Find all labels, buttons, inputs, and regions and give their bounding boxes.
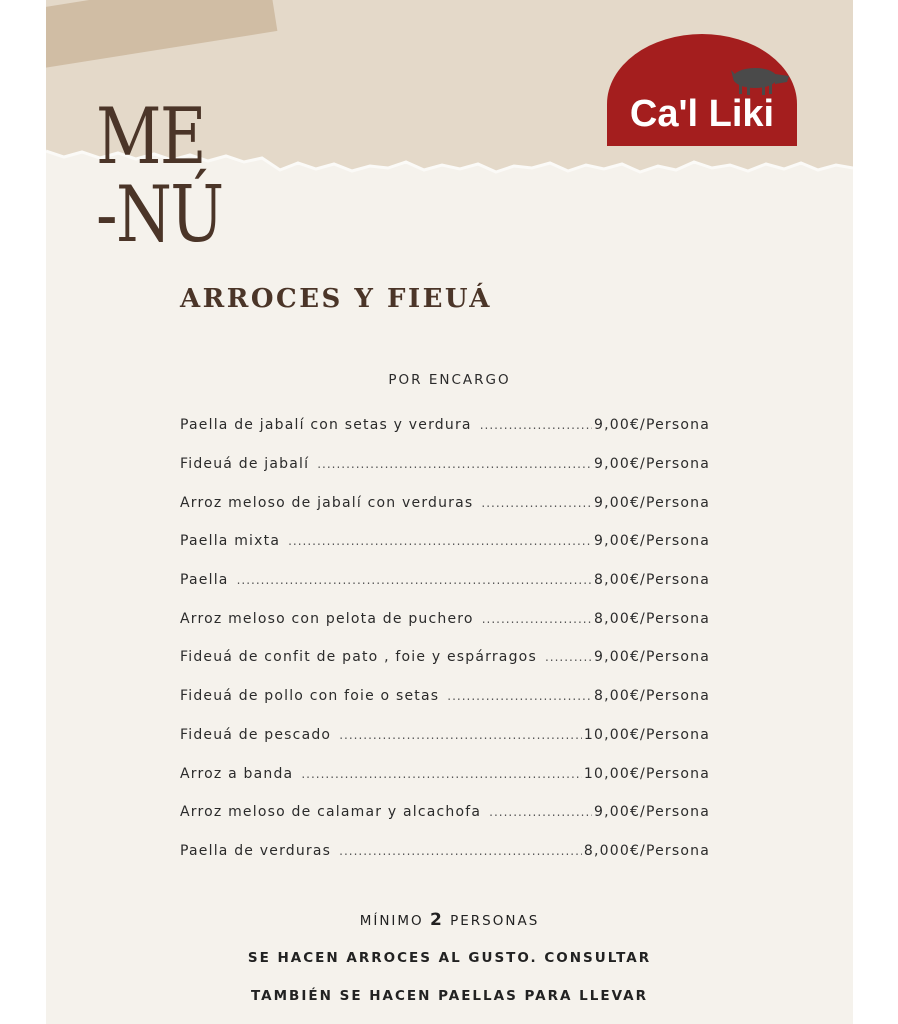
menu-item (180, 599, 710, 638)
menu-item (180, 793, 710, 832)
minimum-persons-note (46, 910, 853, 930)
item-price: 9,00€/Persona (593, 804, 710, 821)
item-name: Fideuá de pescado (180, 726, 332, 743)
item-price: 8,00€/Persona (593, 572, 710, 589)
custom-rice-note: SE HACEN ARROCES AL GUSTO. CONSULTAR (247, 950, 652, 966)
menu-sheet (46, 0, 853, 1024)
item-price: 10,00€/Persona (583, 726, 710, 743)
item-price: 8,00€/Persona (593, 610, 710, 627)
item-price: 9,00€/Persona (593, 494, 710, 511)
item-name: Arroz meloso de calamar y alcachofa (180, 804, 482, 821)
leader-dots (481, 496, 592, 510)
leader-dots (480, 418, 592, 432)
menu-item (180, 406, 710, 445)
leader-dots (339, 844, 582, 858)
menu-title-line2: -NÚ (96, 170, 223, 260)
item-name: Paella mixta (180, 533, 281, 550)
menu-item (180, 561, 710, 600)
item-name: Arroz a banda (180, 765, 294, 782)
menu-item (180, 522, 710, 561)
menu-item (180, 638, 710, 677)
leader-dots (317, 457, 592, 471)
item-name: Paella de verduras (180, 842, 332, 859)
minimum-prefix: MÍNIMO (359, 913, 424, 929)
item-name: Fideuá de confit de pato , foie y espárragos (180, 649, 537, 666)
leader-dots (489, 805, 592, 819)
item-price: 9,00€/Persona (593, 649, 710, 666)
logo-text: Ca'l Liki (629, 93, 775, 135)
section-subtitle: POR ENCARGO (388, 372, 511, 388)
cal-liki-logo (607, 34, 797, 146)
minimum-suffix: PERSONAS (450, 913, 540, 929)
leader-dots (237, 573, 592, 587)
menu-items-list (180, 406, 710, 870)
item-price: 9,00€/Persona (593, 456, 710, 473)
item-price: 10,00€/Persona (583, 765, 710, 782)
item-name: Arroz meloso de jabalí con verduras (180, 494, 474, 511)
minimum-number: 2 (429, 910, 444, 930)
leader-dots (339, 728, 582, 742)
leader-dots (545, 650, 592, 664)
section-title: ARROCES Y FIEUÁ (180, 284, 492, 314)
item-price: 8,00€/Persona (593, 688, 710, 705)
item-price: 9,00€/Persona (593, 417, 710, 434)
item-name: Arroz meloso con pelota de puchero (180, 610, 474, 627)
menu-item (180, 677, 710, 716)
leader-dots (447, 689, 592, 703)
menu-item (180, 754, 710, 793)
item-name: Fideuá de jabalí (180, 456, 310, 473)
item-name: Paella (180, 572, 229, 589)
menu-title-line1: ME (96, 92, 205, 182)
menu-item (180, 483, 710, 522)
menu-item (180, 832, 710, 871)
item-price: 9,00€/Persona (593, 533, 710, 550)
leader-dots (288, 534, 592, 548)
item-name: Paella de jabalí con setas y verdura (180, 417, 472, 434)
menu-item (180, 445, 710, 484)
leader-dots (301, 767, 582, 781)
item-price: 8,000€/Persona (583, 842, 710, 859)
item-name: Fideuá de pollo con foie o setas (180, 688, 440, 705)
menu-item (180, 716, 710, 755)
takeaway-note: TAMBIÉN SE HACEN PAELLAS PARA LLEVAR (251, 988, 648, 1004)
leader-dots (482, 612, 592, 626)
